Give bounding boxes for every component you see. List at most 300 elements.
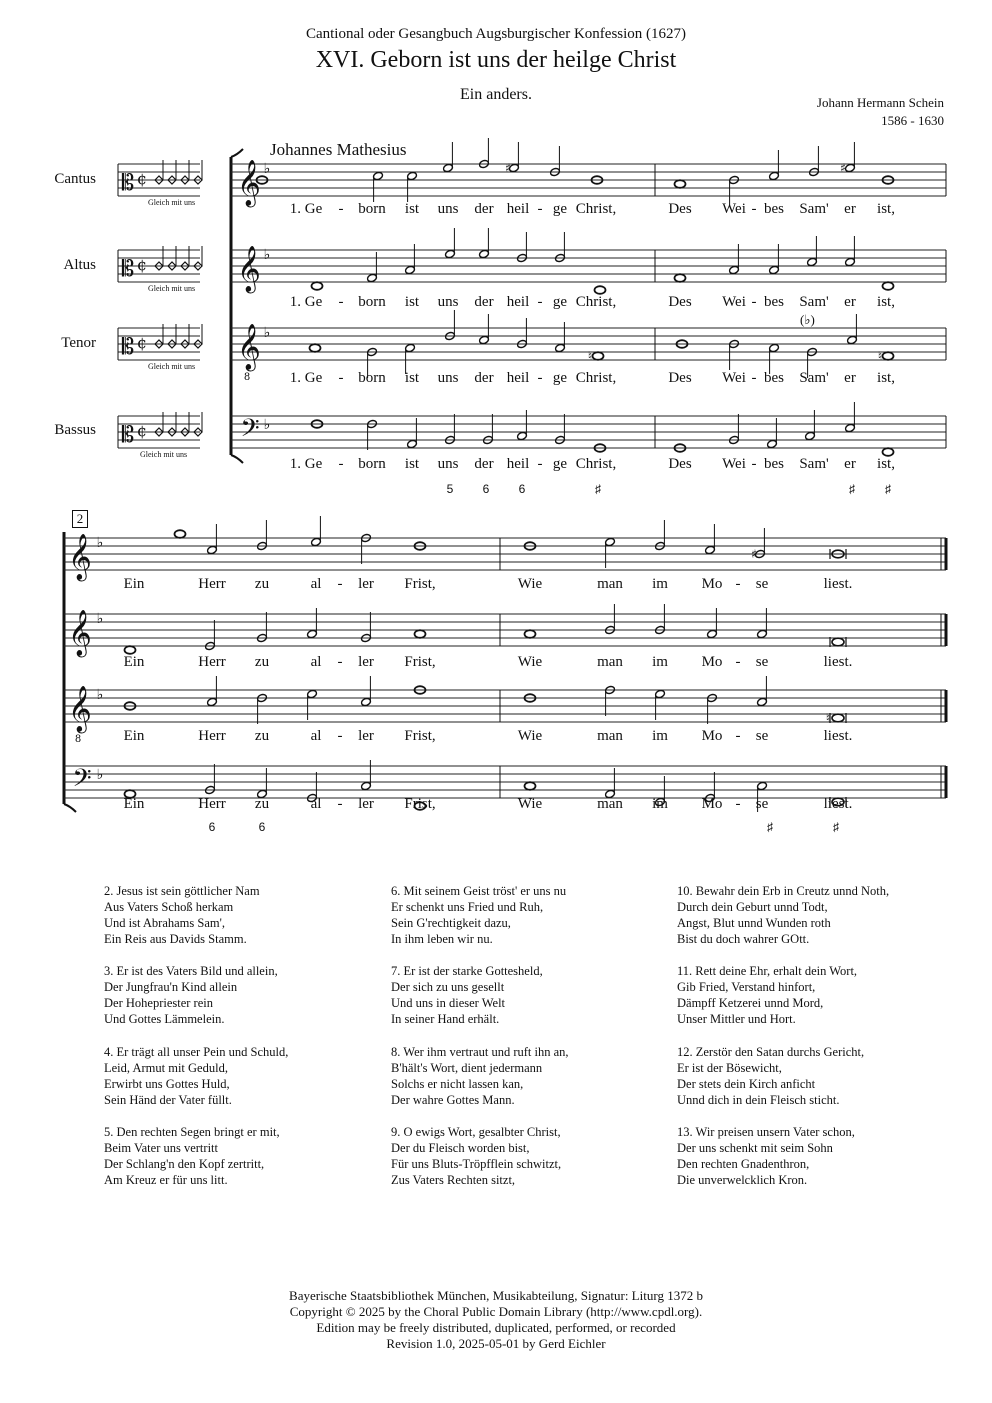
lyric1-syllable: - [338, 370, 344, 386]
incipit-label-altus: Gleich mit uns [148, 284, 196, 293]
note2-cantus [705, 545, 716, 554]
lyric2-syllable: im [652, 728, 668, 744]
lyric2-syllable: Frist, [404, 654, 436, 670]
system-bracket-top [231, 149, 243, 157]
lyric2-syllable: liest. [823, 576, 853, 592]
lyric2-syllable: al [310, 728, 322, 744]
lyric2-syllable: man [597, 576, 623, 592]
stanza-line: Er ist der Bösewicht, [677, 1061, 782, 1075]
note2-altus [525, 630, 536, 638]
stanza-line: Und uns in dieser Welt [391, 996, 506, 1010]
incipit-mensuration-icon: ¢ [136, 333, 148, 352]
note-tenor [310, 344, 321, 352]
stanza-11 [677, 963, 857, 1027]
note2-bassus [361, 781, 372, 790]
key-flat-icon: ♭ [263, 161, 271, 177]
lyric2-syllable: Ein [123, 654, 145, 670]
lyric2-syllable: zu [254, 576, 270, 592]
lyric1-syllable: ist, [877, 201, 895, 217]
sharp-icon: ♯ [840, 161, 846, 175]
stanza-line: Der uns schenkt mit seim Sohn [677, 1141, 833, 1155]
lyric2-syllable: Herr [198, 576, 226, 592]
lyric1-syllable: Sam' [799, 201, 829, 217]
lyric1-syllable: ge [552, 294, 568, 310]
lyric2-syllable: Mo [701, 728, 723, 744]
octave-marker: 8 [74, 734, 82, 745]
lyric1-syllable: Christ, [575, 294, 617, 310]
part-name-altus: Altus [63, 257, 96, 273]
lyric1-syllable: - [751, 201, 757, 217]
stanza-8 [391, 1044, 569, 1108]
incipit-mensuration-icon: ¢ [136, 169, 148, 188]
lyric2-syllable: man [597, 654, 623, 670]
note-altus [883, 282, 894, 290]
figure-symbol: 5 [446, 482, 454, 496]
lyric1-syllable: heil [506, 201, 530, 217]
lyric2-syllable: liest. [823, 796, 853, 812]
stanza-12 [677, 1044, 864, 1108]
note2-cantus [311, 537, 322, 546]
stanza-line: Der sich zu uns gesellt [391, 980, 505, 994]
lyric1-syllable: bes [764, 201, 784, 217]
treble-clef-icon: 𝄞 [68, 534, 92, 580]
lyric1-syllable: - [338, 294, 344, 310]
final-breve-tenor [832, 714, 844, 722]
lyric1-syllable: der [474, 456, 494, 472]
stanza-line: Unser Mittler und Hort. [677, 1012, 796, 1026]
lyric2-syllable: al [310, 576, 322, 592]
lyric2-syllable: Mo [701, 796, 723, 812]
stanza-7 [391, 963, 543, 1027]
piece-title: XVI. Geborn ist uns der heilge Christ [315, 47, 677, 73]
incipit-label-bassus: Gleich mit uns [140, 450, 188, 459]
key-flat-icon: ♭ [96, 535, 104, 551]
incipit-mensuration-icon: ¢ [136, 421, 148, 440]
lyric1-syllable: ist [404, 456, 420, 472]
lyric1-syllable: ist, [877, 294, 895, 310]
lyric1-syllable: bes [764, 370, 784, 386]
sharp-icon: ♯ [505, 161, 511, 175]
figure-symbol: 6 [258, 820, 266, 834]
stanza-line: Unnd dich in dein Fleisch sticht. [677, 1093, 840, 1107]
stanza-line: Die unverwelcklich Kron. [677, 1173, 808, 1187]
collection-title: Cantional oder Gesangbuch Augsburgischer Konfession (1627) [305, 26, 687, 42]
stanza-line: Leid, Armut mit Geduld, [104, 1061, 228, 1075]
stanza-13 [677, 1124, 855, 1188]
lyric1-syllable: - [338, 201, 344, 217]
lyric2-syllable: - [337, 728, 343, 744]
lyric2-syllable: ler [358, 728, 374, 744]
stanza-line: 12. Zerstör den Satan durchs Gericht, [677, 1045, 865, 1059]
lyric2-syllable: Wie [517, 576, 543, 592]
note-altus [675, 274, 686, 282]
lyric1-syllable: er [844, 370, 856, 386]
stanza-line: Der wahre Gottes Mann. [391, 1093, 515, 1107]
note-altus [445, 249, 456, 258]
system-bracket-bottom [64, 804, 76, 812]
incipit-label-cantus: Gleich mit uns [148, 198, 196, 207]
lyric1-syllable: Christ, [575, 201, 617, 217]
footer-revision: Revision 1.0, 2025-05-01 by Gerd Eichler [386, 1336, 606, 1351]
lyric1-syllable: - [537, 201, 543, 217]
incipit-clef-icon: 𝄡 [121, 423, 135, 448]
treble-clef-icon: 𝄞 [68, 686, 92, 732]
incipit-clef-icon: 𝄡 [121, 257, 135, 282]
note2-bassus [757, 781, 768, 790]
lyric1-syllable: uns [437, 456, 459, 472]
lyric2-syllable: Ein [123, 728, 145, 744]
lyric1-syllable: - [537, 294, 543, 310]
lyric2-syllable: zu [254, 654, 270, 670]
figure-symbol: ♯ [885, 482, 891, 496]
lyric1-syllable: Wei [722, 370, 746, 386]
lyric2-syllable: Frist, [404, 576, 436, 592]
incipit-label-tenor: Gleich mit uns [148, 362, 196, 371]
stanza-9 [391, 1124, 561, 1188]
stanza-line: Der stets dein Kirch anficht [677, 1077, 816, 1091]
note-altus [405, 265, 416, 274]
lyric1-syllable: 1. Ge [289, 456, 323, 472]
lyric2-syllable: Ein [123, 796, 145, 812]
note-altus [807, 257, 818, 266]
lyric2-syllable: man [597, 796, 623, 812]
stanza-line: Dämpff Ketzerei unnd Mord, [677, 996, 824, 1010]
piece-subtitle: Ein anders. [460, 86, 532, 103]
octave-marker: 8 [243, 372, 251, 383]
lyric1-syllable: 1. Ge [289, 201, 323, 217]
key-flat-icon: ♭ [96, 767, 104, 783]
stanza-line: Am Kreuz er für uns litt. [104, 1173, 228, 1187]
lyric1-syllable: born [358, 370, 386, 386]
lyric2-syllable: man [597, 728, 623, 744]
figure-symbol: ♯ [767, 820, 773, 834]
bass-clef-icon: 𝄢 [240, 414, 260, 449]
stanza-line: Erwirbt uns Gottes Huld, [104, 1077, 230, 1091]
stanza-line: 11. Rett deine Ehr, erhalt dein Wort, [677, 964, 858, 978]
lyric2-syllable: Herr [198, 728, 226, 744]
stanza-line: Beim Vater uns vertritt [104, 1141, 218, 1155]
lyric2-syllable: Frist, [404, 728, 436, 744]
lyric1-syllable: - [751, 294, 757, 310]
lyric1-syllable: uns [437, 201, 459, 217]
note-altus [845, 257, 856, 266]
stanza-line: Und Gottes Lämmelein. [104, 1012, 225, 1026]
lyric1-syllable: uns [437, 370, 459, 386]
note-tenor [769, 343, 780, 352]
note-cantus [373, 171, 384, 180]
stanza-line: 3. Er ist des Vaters Bild und allein, [104, 964, 278, 978]
stanza-line: Sein Händ der Vater füllt. [104, 1093, 232, 1107]
note-cantus [845, 163, 856, 172]
lyric1-syllable: bes [764, 294, 784, 310]
note-bassus [767, 439, 778, 448]
stanza-line: Angst, Blut unnd Wunden roth [677, 916, 831, 930]
note-tenor [593, 352, 604, 360]
lyric2-syllable: - [735, 576, 741, 592]
lyric2-syllable: se [755, 728, 769, 744]
lyric2-syllable: liest. [823, 654, 853, 670]
lyricist-credit: Johannes Mathesius [270, 140, 407, 159]
treble-clef-icon: 𝄞 [237, 246, 261, 292]
lyric1-syllable: der [474, 294, 494, 310]
key-flat-icon: ♭ [96, 611, 104, 627]
figure-symbol: 6 [482, 482, 490, 496]
stanza-line: Durch dein Geburt unnd Todt, [677, 900, 828, 914]
stanza-line: Der Schlang'n den Kopf zertritt, [104, 1157, 265, 1171]
lyric1-syllable: Christ, [575, 456, 617, 472]
lyric2-syllable: - [337, 654, 343, 670]
lyric2-syllable: al [310, 654, 322, 670]
note-altus [312, 282, 323, 290]
stanza-line: Und ist Abrahams Sam', [104, 916, 225, 930]
lyric1-syllable: er [844, 294, 856, 310]
note-altus [729, 265, 740, 274]
lyric1-syllable: Sam' [799, 370, 829, 386]
note-cantus [769, 171, 780, 180]
note2-tenor [757, 697, 768, 706]
natural-icon: ♮ [825, 711, 831, 725]
bass-clef-icon: 𝄢 [72, 764, 92, 799]
stanza-line: 13. Wir preisen unsern Vater schon, [677, 1125, 855, 1139]
lyric1-syllable: ist [404, 370, 420, 386]
stanza-line: Für uns Bluts-Tröpfflein schwitzt, [391, 1157, 562, 1171]
lyric1-syllable: ge [552, 456, 568, 472]
footer-source: Bayerische Staatsbibliothek München, Musikabteilung, Signatur: Liturg 1372 b [289, 1288, 703, 1303]
measure-number: 2 [72, 510, 88, 528]
lyric2-syllable: Wie [517, 654, 543, 670]
final-breve-altus [832, 638, 844, 646]
note2-altus [125, 646, 136, 654]
lyric1-syllable: Des [668, 294, 692, 310]
note-altus [479, 249, 490, 258]
lyric2-syllable: - [735, 654, 741, 670]
lyric2-syllable: Mo [701, 576, 723, 592]
stanza-10 [677, 883, 889, 947]
note-tenor [847, 335, 858, 344]
note-bassus [517, 431, 528, 440]
lyric2-syllable: im [652, 576, 668, 592]
lyric1-syllable: Des [668, 370, 692, 386]
lyric2-syllable: al [310, 796, 322, 812]
note2-tenor [207, 697, 218, 706]
lyric2-syllable: se [755, 576, 769, 592]
lyric1-syllable: Christ, [575, 370, 617, 386]
stanza-line: Sein G'rechtigkeit dazu, [391, 916, 511, 930]
note-bassus [805, 431, 816, 440]
stanza-4 [104, 1044, 288, 1108]
lyric1-syllable: Wei [722, 456, 746, 472]
incipit-clef-icon: 𝄡 [121, 335, 135, 360]
key-flat-icon: ♭ [263, 325, 271, 341]
lyric1-syllable: der [474, 201, 494, 217]
lyric2-syllable: - [735, 728, 741, 744]
note2-tenor [307, 689, 318, 698]
lyric2-syllable: Wie [517, 728, 543, 744]
figure-symbol: ♯ [833, 820, 839, 834]
stanza-line: Der Jungfrau'n Kind allein [104, 980, 238, 994]
lyric1-syllable: heil [506, 370, 530, 386]
stanza-line: Bist du doch wahrer GOtt. [677, 932, 810, 946]
stanza-line: Zus Vaters Rechten sitzt, [391, 1173, 516, 1187]
note-bassus [407, 439, 418, 448]
stanza-line: 5. Den rechten Segen bringt er mit, [104, 1125, 280, 1139]
note2-bassus [525, 782, 536, 790]
lyric2-syllable: Herr [198, 654, 226, 670]
note2-altus [307, 629, 318, 638]
stanza-line: Der du Fleisch worden bist, [391, 1141, 530, 1155]
lyric1-syllable: ist, [877, 370, 895, 386]
lyric1-syllable: Des [668, 201, 692, 217]
lyric1-syllable: - [751, 370, 757, 386]
lyric1-syllable: heil [506, 456, 530, 472]
lyric1-syllable: ge [552, 370, 568, 386]
lyric1-syllable: Wei [722, 201, 746, 217]
lyric2-syllable: zu [254, 728, 270, 744]
composer-name: Johann Hermann Schein [816, 95, 944, 110]
treble-clef-icon: 𝄞 [237, 324, 261, 370]
lyric1-syllable: born [358, 201, 386, 217]
key-flat-icon: ♭ [263, 247, 271, 263]
lyric2-syllable: se [755, 654, 769, 670]
lyric2-syllable: Wie [517, 796, 543, 812]
sharp-icon: ♯ [751, 547, 757, 561]
note-bassus [883, 448, 894, 456]
stanza-6 [391, 883, 566, 947]
stanza-line: Solchs er nicht lassen kan, [391, 1077, 524, 1091]
lyric2-syllable: se [755, 796, 769, 812]
lyric1-syllable: ist, [877, 456, 895, 472]
lyric1-syllable: er [844, 456, 856, 472]
stanza-2 [104, 883, 260, 947]
note2-tenor [361, 697, 372, 706]
stanza-line: 10. Bewahr dein Erb in Creutz unnd Noth, [677, 884, 890, 898]
key-flat-icon: ♭ [263, 417, 271, 433]
footer-copyright: Copyright © 2025 by the Choral Public Domain Library (http://www.cpdl.org). [289, 1304, 703, 1319]
note-tenor [555, 343, 566, 352]
lyric2-syllable: Frist, [404, 796, 436, 812]
note2-altus [415, 630, 426, 638]
lyric1-syllable: heil [506, 294, 530, 310]
note-cantus [407, 171, 418, 180]
stanza-line: 6. Mit seinem Geist tröst' er uns nu [391, 884, 567, 898]
figure-symbol: ♯ [849, 482, 855, 496]
part-name-cantus: Cantus [54, 171, 96, 187]
stanza-line: Der Hohepriester rein [104, 996, 213, 1010]
lyric2-syllable: - [337, 576, 343, 592]
lyric1-syllable: Sam' [799, 456, 829, 472]
editorial-flat: (♭) [800, 312, 815, 327]
note2-tenor [655, 689, 666, 698]
stanza-line: Aus Vaters Schoß herkam [104, 900, 234, 914]
lyric1-syllable: - [751, 456, 757, 472]
note-cantus [443, 163, 454, 172]
stanza-line: Gib Fried, Verstand hinfort, [677, 980, 816, 994]
figure-symbol: 6 [208, 820, 216, 834]
note2-altus [757, 629, 768, 638]
figure-symbol: 6 [518, 482, 526, 496]
note-tenor [479, 335, 490, 344]
note-altus [595, 286, 606, 294]
lyric2-syllable: im [652, 796, 668, 812]
lyric2-syllable: - [735, 796, 741, 812]
lyric1-syllable: der [474, 370, 494, 386]
note-cantus [675, 180, 686, 188]
lyric1-syllable: ist [404, 201, 420, 217]
stanza-line: Er schenkt uns Fried und Ruh, [391, 900, 544, 914]
lyric2-syllable: - [337, 796, 343, 812]
part-name-tenor: Tenor [61, 335, 96, 351]
lyric2-syllable: ler [358, 796, 374, 812]
stanza-line: 7. Er ist der starke Gottesheld, [391, 964, 543, 978]
lyric2-syllable: zu [254, 796, 270, 812]
lyric2-syllable: ler [358, 576, 374, 592]
lyric1-syllable: uns [437, 294, 459, 310]
lyric2-syllable: ler [358, 654, 374, 670]
note-altus [769, 265, 780, 274]
stanza-line: Ein Reis aus Davids Stamm. [104, 932, 247, 946]
figure-symbol: ♯ [595, 482, 601, 496]
natural-icon: ♮ [877, 349, 883, 363]
lyric1-syllable: Sam' [799, 294, 829, 310]
key-flat-icon: ♭ [96, 687, 104, 703]
note2-cantus [207, 545, 218, 554]
footer [0, 1288, 992, 1352]
lyric1-syllable: 1. Ge [289, 294, 323, 310]
stanza-line: In seiner Hand erhält. [391, 1012, 500, 1026]
part-name-bassus: Bassus [54, 422, 96, 438]
lyric1-syllable: Wei [722, 294, 746, 310]
lyric1-syllable: er [844, 201, 856, 217]
treble-clef-icon: 𝄞 [237, 160, 261, 206]
stanza-line: 4. Er trägt all unser Pein und Schuld, [104, 1045, 289, 1059]
lyric2-syllable: Mo [701, 654, 723, 670]
lyric1-syllable: Des [668, 456, 692, 472]
incipit-mensuration-icon: ¢ [136, 255, 148, 274]
lyric1-syllable: 1. Ge [289, 370, 323, 386]
note-tenor [405, 343, 416, 352]
treble-clef-icon: 𝄞 [68, 610, 92, 656]
composer-dates: 1586 - 1630 [881, 113, 944, 128]
lyric1-syllable: - [537, 456, 543, 472]
stanza-5 [104, 1124, 280, 1188]
note2-cantus [175, 530, 186, 538]
stanza-line: In ihm leben wir nu. [391, 932, 493, 946]
lyric1-syllable: born [358, 456, 386, 472]
stanza-line: 2. Jesus ist sein göttlicher Nam [104, 884, 260, 898]
natural-icon: ♮ [587, 349, 593, 363]
note-bassus [845, 423, 856, 432]
stanza-line: 9. O ewigs Wort, gesalbter Christ, [391, 1125, 561, 1139]
incipit-clef-icon: 𝄡 [121, 171, 135, 196]
lyric1-syllable: - [537, 370, 543, 386]
note2-cantus [605, 537, 616, 546]
lyric1-syllable: ist [404, 294, 420, 310]
lyric1-syllable: - [338, 456, 344, 472]
lyric2-syllable: Herr [198, 796, 226, 812]
stanza-line: 8. Wer ihm vertraut und ruft ihn an, [391, 1045, 569, 1059]
footer-license: Edition may be freely distributed, duplicated, performed, or recorded [316, 1320, 676, 1335]
lyric2-syllable: im [652, 654, 668, 670]
lyric2-syllable: Ein [123, 576, 145, 592]
lyric2-syllable: liest. [823, 728, 853, 744]
note-altus [367, 273, 378, 282]
lyric1-syllable: bes [764, 456, 784, 472]
stanza-line: Den rechten Gnadenthron, [677, 1157, 810, 1171]
lyric1-syllable: ge [552, 201, 568, 217]
system-bracket-bottom [231, 455, 243, 463]
stanza-3 [104, 963, 278, 1027]
note-tenor [883, 352, 894, 360]
